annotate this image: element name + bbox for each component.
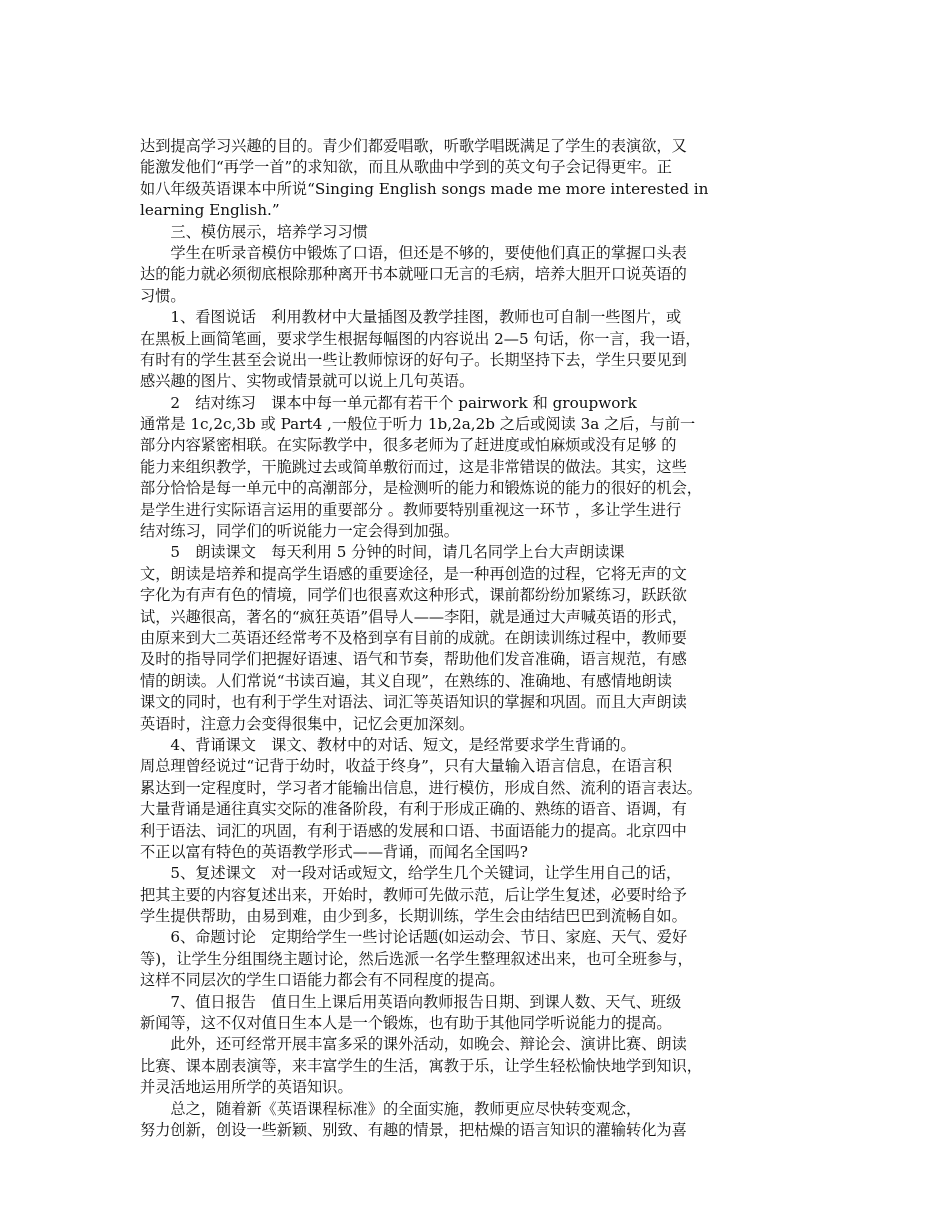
document-line: 能激发他们“再学一首”的求知欲，而且从歌曲中学到的英文句子会记得更牢。正 — [140, 158, 672, 177]
document-line: 努力创新，创设一些新颖、别致、有趣的情景，把枯燥的语言知识的灌输转化为喜 — [140, 1120, 687, 1139]
document-line: 感兴趣的图片、实物或情景就可以说上几句英语。 — [140, 372, 475, 391]
document-line: 大量背诵是通往真实交际的准备阶段，有利于形成正确的、熟练的语音、语调，有 — [140, 800, 687, 819]
document-line: 此外，还可经常开展丰富多采的课外活动，如晚会、辩论会、演讲比赛、朗读 — [140, 1035, 687, 1054]
document-line: 英语时，注意力会变得很集中，记忆会更加深刻。 — [140, 714, 475, 733]
document-line: 结对练习，同学们的听说能力一定会得到加强。 — [140, 522, 459, 541]
document-line: 文，朗读是培养和提高学生语感的重要途径，是一种再创造的过程，它将无声的文 — [140, 564, 687, 583]
document-line: 6、命题讨论 定期给学生一些讨论话题(如运动会、节日、家庭、天气、爱好 — [140, 928, 688, 947]
document-line: 部分恰恰是每一单元中的高潮部分，是检测听的能力和锻炼说的能力的很好的机会， — [140, 479, 702, 498]
document-line: 由原来到大二英语还经常考不及格到享有目前的成就。在朗读训练过程中，教师要 — [140, 628, 687, 647]
document-line: 周总理曾经说过“记背于幼时，收益于终身”，只有大量输入语言信息，在语言积 — [140, 757, 672, 776]
document-line: 试，兴趣很高，著名的“疯狂英语”倡导人——李阳，就是通过大声喊英语的形式， — [140, 607, 688, 626]
document-line: 学生在听录音模仿中锻炼了口语，但还是不够的，要使他们真正的掌握口头表 — [140, 243, 687, 262]
document-line: 学生提供帮助，由易到难，由少到多，长期训练，学生会由结结巴巴到流畅自如。 — [140, 907, 687, 926]
document-line: 5、复述课文 对一段对话或短文，给学生几个关键词，让学生用自己的话， — [140, 864, 682, 883]
document-line: learning English.” — [140, 201, 280, 220]
document-line: 能力来组织教学，干脆跳过去或简单敷衍而过，这是非常错误的做法。其实，这些 — [140, 457, 687, 476]
document-line: 2 结对练习 课本中每一单元都有若干个 pairwork 和 groupwork — [140, 393, 637, 412]
document-line: 把其主要的内容复述出来，开始时，教师可先做示范，后让学生复述，必要时给予 — [140, 885, 687, 904]
document-line: 不正以富有特色的英语教学形式——背诵，而闻名全国吗? — [140, 842, 528, 861]
document-line: 课文的同时，也有利于学生对语法、词汇等英语知识的掌握和巩固。而且大声朗读 — [140, 693, 687, 712]
document-line: 并灵活地运用所学的英语知识。 — [140, 1078, 353, 1097]
document-line: 等)，让学生分组围绕主题讨论，然后选派一名学生整理叙述出来，也可全班参与， — [140, 949, 693, 968]
document-line: 部分内容紧密相联。在实际教学中，很多老师为了赶进度或怕麻烦或没有足够 的 — [140, 436, 677, 455]
document-line: 字化为有声有色的情境，同学们也很喜欢这种形式，课前都纷纷加紧练习，跃跃欲 — [140, 586, 687, 605]
document-line: 1、看图说话 利用教材中大量插图及教学挂图，教师也可自制一些图片，或 — [140, 308, 682, 327]
document-line: 利于语法、词汇的巩固，有利于语感的发展和口语、书面语能力的提高。北京四中 — [140, 821, 687, 840]
document-line: 习惯。 — [140, 286, 186, 305]
document-line: 达的能力就必须彻底根除那种离开书本就哑口无言的毛病，培养大胆开口说英语的 — [140, 265, 687, 284]
document-line: 三、模仿展示，培养学习习惯 — [140, 222, 368, 241]
document-line: 是学生进行实际语言运用的重要部分 。教师要特别重视这一环节 ，多让学生进行 — [140, 500, 682, 519]
document-body — [140, 136, 815, 1141]
document-line: 4、背诵课文 课文、教材中的对话、短文，是经常要求学生背诵的。 — [140, 735, 636, 754]
document-line: 新闻等，这不仅对值日生本人是一个锻炼，也有助于其他同学听说能力的提高。 — [140, 1014, 672, 1033]
document-line: 如八年级英语课本中所说“Singing English songs made me more interested in — [140, 179, 709, 198]
document-line: 达到提高学习兴趣的目的。青少们都爱唱歌，听歌学唱既满足了学生的表演欲，又 — [140, 137, 687, 155]
document-line: 5 朗读课文 每天利用 5 分钟的时间，请几名同学上台大声朗读课 — [140, 543, 625, 562]
document-line: 及时的指导同学们把握好语速、语气和节奏，帮助他们发音准确，语言规范，有感 — [140, 650, 687, 669]
document-line: 有时有的学生甚至会说出一些让教师惊讶的好句子。长期坚持下去，学生只要见到 — [140, 350, 687, 369]
document-line: 情的朗读。人们常说“书读百遍，其义自现”，在熟练的、准确地、有感情地朗读 — [140, 671, 672, 690]
document-line: 这样不同层次的学生口语能力都会有不同程度的提高。 — [140, 971, 505, 990]
document-line: 总之，随着新《英语课程标准》的全面实施，教师更应尽快转变观念， — [140, 1099, 642, 1118]
document-line: 比赛、课本剧表演等，来丰富学生的生活，寓教于乐，让学生轻松愉快地学到知识， — [140, 1056, 702, 1075]
document-line: 7、值日报告 值日生上课后用英语向教师报告日期、到课人数、天气、班级 — [140, 992, 682, 1011]
document-line: 累达到一定程度时，学习者才能输出信息，进行模仿，形成自然、流利的语言表达。 — [140, 778, 702, 797]
document-line: 在黑板上画简笔画，要求学生根据每幅图的内容说出 2—5 句话，你一言，我一语， — [140, 329, 701, 348]
document-line: 通常是 1c,2c,3b 或 Part4 ,一般位于听力 1b,2a,2b 之后或阅读 3a 之后，与前一 — [140, 415, 696, 434]
